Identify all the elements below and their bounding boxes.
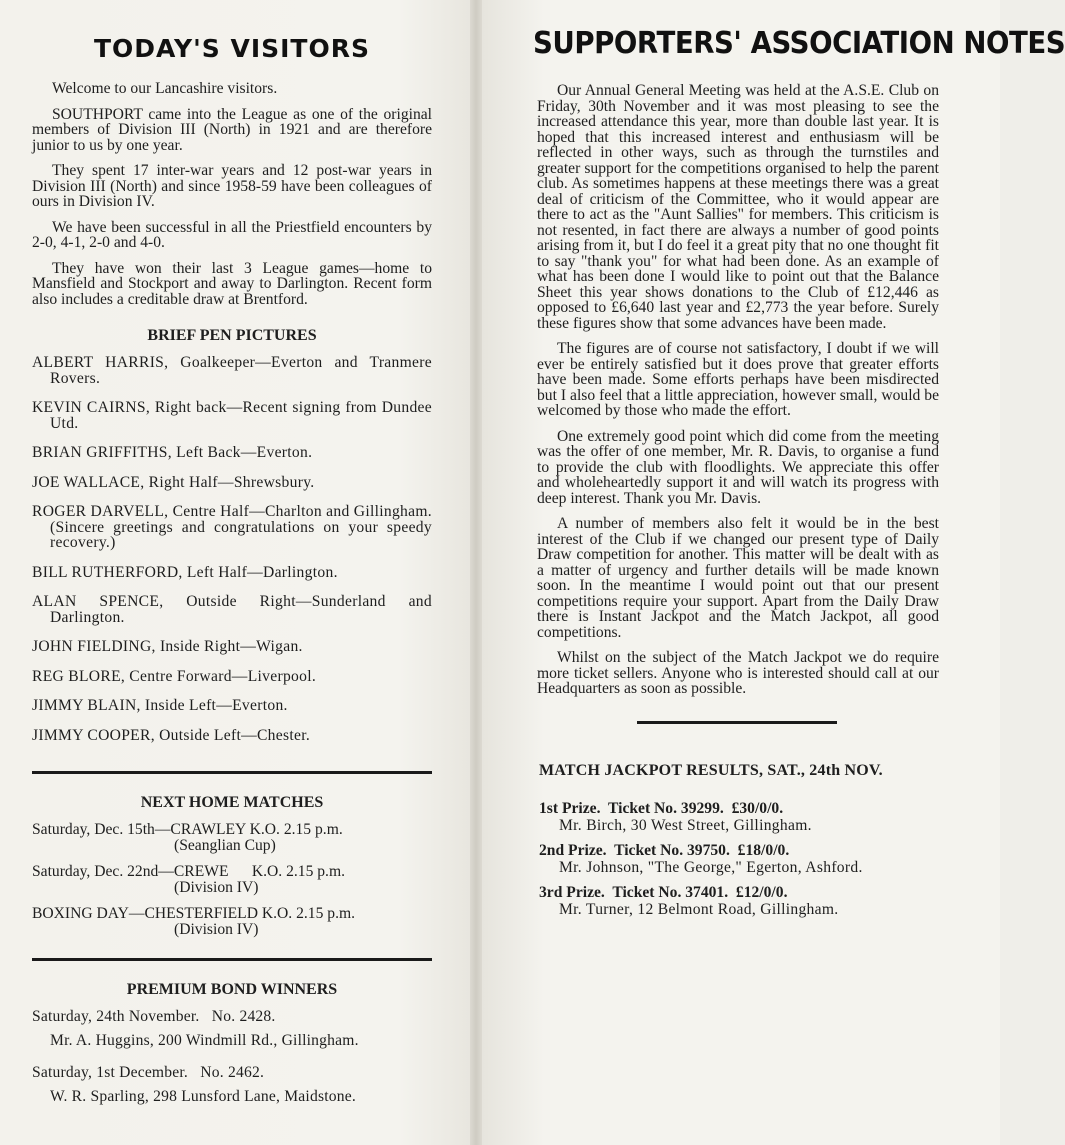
home-matches-heading: NEXT HOME MATCHES (140, 794, 324, 811)
left-column (32, 0, 432, 1121)
premium-bond-heading: PREMIUM BOND WINNERS (126, 981, 338, 998)
bond-winner: W. R. Sparling, 298 Lunsford Lane, Maidstone. (50, 1088, 356, 1105)
pen-picture-item: JOE WALLACE, Right Half—Shrewsbury. (32, 473, 315, 491)
section-divider (32, 958, 432, 961)
match-entry (32, 822, 432, 854)
pen-picture-item: REG BLORE, Centre Forward—Liverpool. (32, 667, 317, 685)
match-line: BOXING DAY—CHESTERFIELD K.O. 2.15 p.m. (32, 905, 355, 922)
pen-picture-item: ALAN SPENCE, Outside Right—Sunderland and Darlington. (32, 593, 432, 626)
pen-picture-item: BILL RUTHERFORD, Left Half—Darlington. (32, 563, 338, 581)
intro-paragraph: They have won their last 3 League games—home to Mansfield and Stockport and away to Darlington. Recent form also includes a creditable draw at Brentford. (32, 259, 432, 308)
match-entry (32, 906, 432, 938)
bond-winner: Mr. A. Huggins, 200 Windmill Rd., Gillingham. (50, 1032, 359, 1049)
pen-picture-item: BRIAN GRIFFITHS, Left Back—Everton. (32, 444, 313, 461)
prize-label: 1st Prize. Ticket No. 39299. £30/0/0. (539, 799, 784, 817)
match-line: Saturday, Dec. 22nd—CREWE K.O. 2.15 p.m. (32, 863, 345, 880)
notes-paragraph: Our Annual General Meeting was held at the A.S.E. Club on Friday, 30th November and it was most pleasing to see the increased attendance this year, more than double last year. It is hoped that this increased interest and enthusiasm will be reflected in other ways, such as through the turnstiles and greater support for the competitions organised to help the parent club. As sometimes happens at these meetings there was a great deal of criticism of the Committee, who it would appear are there to act as the "Aunt Sallies" for members. This criticism is not resented, in fact there are always a number of good points arising from it, but I do feel it a great pity that no one thought fit to say "thank you" for what had been done. As an example of what has been done I would like to point out that the Balance Sheet this year shows donations to the Club of £12,446 as opposed to £6,640 last year and £2,773 the year before. Surely these figures show that some advances have been made. (537, 82, 939, 332)
page-gutter (470, 0, 482, 1145)
intro-paragraph: SOUTHPORT came into the League as one of the original members of Division III (North) in 1921 and are therefore junior to us by one year. (32, 105, 432, 154)
pen-picture-item: JIMMY BLAIN, Inside Left—Everton. (32, 697, 288, 714)
match-competition: (Division IV) (174, 921, 259, 938)
section-divider (32, 771, 432, 774)
match-competition: (Seanglian Cup) (174, 837, 276, 854)
prize-label: 3rd Prize. Ticket No. 37401. £12/0/0. (539, 883, 788, 901)
bond-date: Saturday, 1st December. No. 2462. (32, 1064, 265, 1081)
match-entry (32, 864, 432, 896)
prize-entry (539, 842, 939, 876)
prize-entry (539, 800, 939, 834)
right-column (533, 0, 1065, 926)
pen-pictures-heading: BRIEF PEN PICTURES (147, 327, 317, 344)
intro-paragraph: We have been successful in all the Priestfield encounters by 2-0, 4-1, 2-0 and 4-0. (32, 218, 432, 251)
notes-paragraph: A number of members also felt it would be in the best interest of the Club if we changed our present type of Daily Draw competition for another. This matter will be dealt with as a matter of urgency and further details will be made known soon. In the meantime I would point out that our present competitions require your support. Apart from the Daily Draw there is Instant Jackpot and the Match Jackpot, all good competitions. (537, 515, 939, 641)
prize-winner: Mr. Turner, 12 Belmont Road, Gillingham. (559, 900, 839, 918)
prize-winner: Mr. Johnson, "The George," Egerton, Ashford. (559, 858, 863, 876)
notes-paragraph: The figures are of course not satisfactory, I doubt if we will ever be entirely satisfied but it does prove that greater efforts have been made. Some efforts perhaps have been misdirected but I also feel that a little appreciation, however small, would be welcomed by those who made the effort. (537, 340, 939, 419)
intro-paragraph: Welcome to our Lancashire visitors. (52, 80, 278, 97)
match-line: Saturday, Dec. 15th—CRAWLEY K.O. 2.15 p.m. (32, 821, 343, 838)
pen-picture-item: KEVIN CAIRNS, Right back—Recent signing from Dundee Utd. (32, 399, 432, 432)
notes-paragraph: One extremely good point which did come from the meeting was the offer of one member, Mr. R. Davis, to organise a fund to provide the club with floodlights. We appreciate this offer and wholeheartedly support it and will watch its progress with deep interest. Thank you Mr. Davis. (537, 427, 939, 507)
pen-picture-item: ROGER DARVELL, Centre Half—Charlton and Gillingham. (Sincere greetings and congratulations on your speedy recovery.) (32, 503, 432, 551)
prize-label: 2nd Prize. Ticket No. 39750. £18/0/0. (539, 841, 790, 859)
notes-paragraph: Whilst on the subject of the Match Jackpot we do require more ticket sellers. Anyone who is interested should call at our Headquarters as soon as possible. (537, 649, 939, 697)
prize-entry (539, 884, 939, 918)
match-competition: (Division IV) (174, 879, 259, 896)
pen-picture-item: JIMMY COOPER, Outside Left—Chester. (32, 726, 311, 744)
prize-winner: Mr. Birch, 30 West Street, Gillingham. (559, 816, 812, 834)
section-divider (637, 721, 837, 724)
jackpot-heading: MATCH JACKPOT RESULTS, SAT., 24th NOV. (539, 761, 883, 779)
bond-date: Saturday, 24th November. No. 2428. (32, 1008, 276, 1025)
supporters-title: SUPPORTERS' ASSOCIATION NOTES (533, 26, 1065, 61)
intro-paragraph: They spent 17 inter-war years and 12 post-war years in Division III (North) and since 1958-59 have been colleagues of ours in Division IV. (32, 162, 432, 210)
pen-picture-item: ALBERT HARRIS, Goalkeeper—Everton and Tranmere Rovers. (32, 354, 432, 387)
pen-picture-item: JOHN FIELDING, Inside Right—Wigan. (32, 638, 303, 655)
visitors-title: TODAY'S VISITORS (94, 34, 370, 63)
